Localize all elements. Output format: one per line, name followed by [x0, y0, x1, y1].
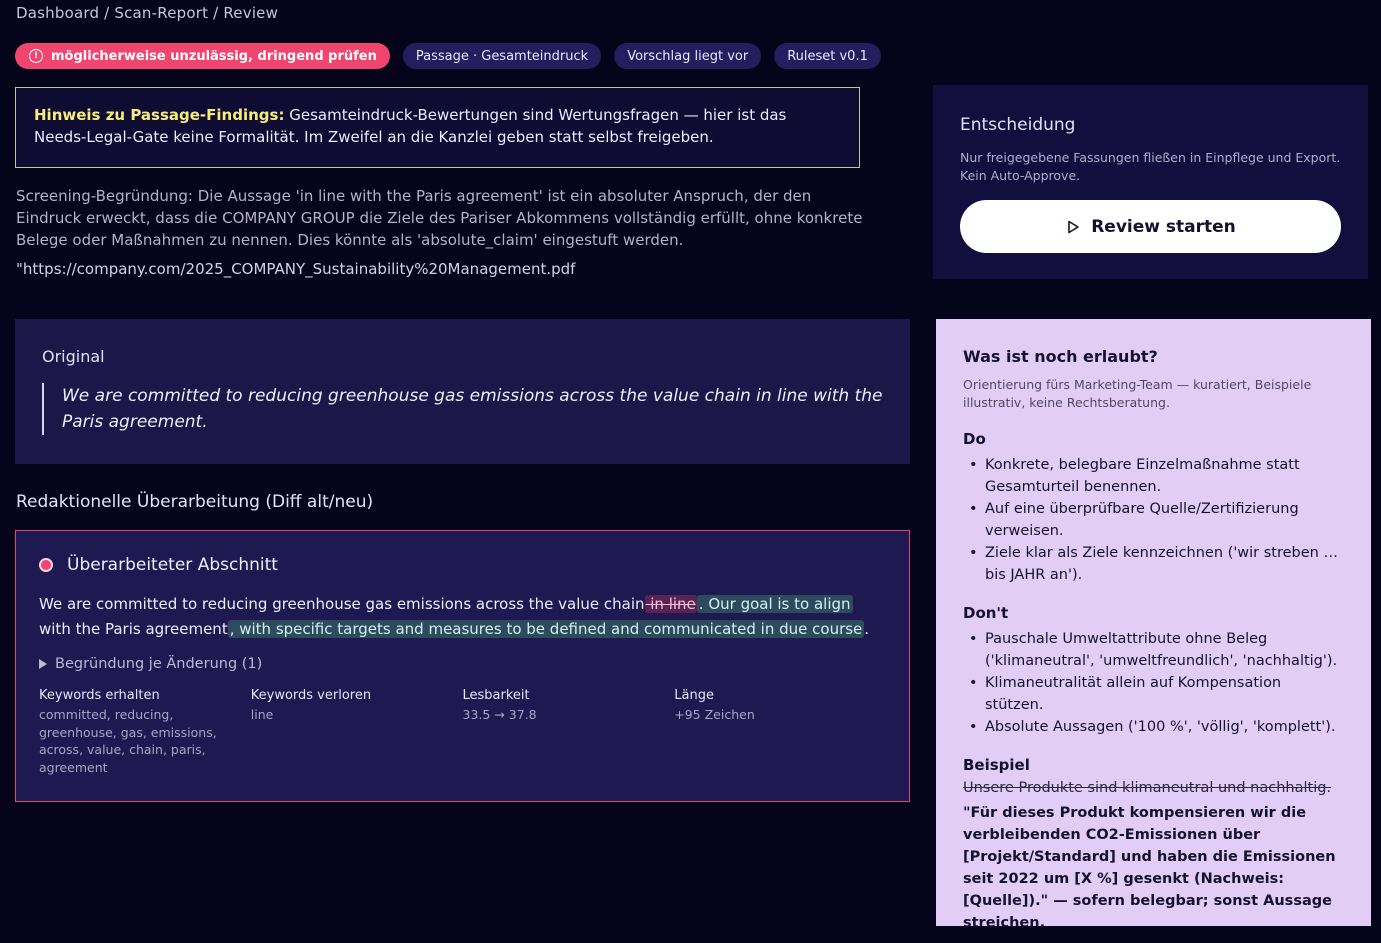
- alert-circle-icon: !: [29, 49, 43, 63]
- diff-deletion: in line: [645, 595, 696, 613]
- breadcrumb[interactable]: Dashboard / Scan-Report / Review: [16, 4, 279, 22]
- stat-readability: [463, 688, 675, 776]
- diff-insertion: . Our goal is to align: [698, 595, 851, 613]
- list-item: • Konkrete, belegbare Einzelmaßnahme statt Gesamturteil benennen.: [963, 454, 1344, 498]
- diff-stats: [39, 688, 886, 776]
- diff-unchanged: We are committed to reducing greenhouse gas emissions across the value chain: [39, 595, 645, 613]
- risk-badge: [15, 43, 390, 69]
- original-title: Original: [42, 347, 105, 366]
- diff-text: [39, 592, 886, 642]
- start-review-label: Review starten: [1091, 216, 1236, 237]
- decision-title: Entscheidung: [960, 115, 1076, 135]
- caret-right-icon: [39, 659, 47, 669]
- example-title: Beispiel: [963, 756, 1030, 774]
- hint-text: Gesamteindruck-Bewertungen sind Wertungsfragen — hier ist das Needs-Legal-Gate keine Formalität. Im Zweifel an die Kanzlei geben statt selbst freigeben.: [34, 106, 787, 146]
- stat-value: line: [250, 707, 274, 722]
- proposal-badge: Vorschlag liegt vor: [614, 43, 761, 69]
- change-reasons-toggle[interactable]: [39, 656, 886, 672]
- diff-unchanged: .: [864, 620, 870, 638]
- list-item: • Absolute Aussagen ('100 %', 'völlig', 'komplett').: [963, 716, 1344, 738]
- decision-text: Nur freigegebene Fassungen fließen in Einpflege und Export. Kein Auto-Approve.: [960, 150, 1341, 183]
- guidance-title: Was ist noch erlaubt?: [963, 347, 1158, 366]
- revised-card: [15, 530, 910, 802]
- original-quote: We are committed to reducing greenhouse gas emissions across the value chain in line with the Paris agreement.: [42, 383, 883, 435]
- stat-label: Lesbarkeit: [462, 688, 530, 703]
- revised-header: [39, 555, 886, 575]
- original-card: [15, 319, 910, 464]
- hint-title: Hinweis zu Passage-Findings:: [34, 106, 285, 124]
- do-title: Do: [963, 430, 986, 448]
- passage-hint: [15, 87, 860, 168]
- revised-title: Überarbeiteter Abschnitt: [67, 555, 278, 575]
- example-bad: Unsere Produkte sind klimaneutral und nachhaltig.: [963, 780, 1332, 796]
- status-dot-icon: [39, 558, 53, 572]
- risk-badge-label: möglicherweise unzulässig, dringend prüfen: [51, 48, 377, 64]
- dont-title: Don't: [963, 604, 1009, 622]
- change-reasons-label: Begründung je Änderung (1): [55, 656, 263, 672]
- stat-label: Keywords erhalten: [39, 688, 160, 703]
- guidance-card: [936, 319, 1371, 931]
- stat-label: Keywords verloren: [250, 688, 372, 703]
- list-item: • Ziele klar als Ziele kennzeichnen ('wir streben … bis JAHR an').: [963, 542, 1344, 586]
- list-item: • Auf eine überprüfbare Quelle/Zertifizierung verweisen.: [963, 498, 1344, 542]
- stat-keywords-kept: [39, 688, 251, 776]
- list-item: • Klimaneutralität allein auf Kompensation stützen.: [963, 672, 1344, 716]
- stat-value: +95 Zeichen: [674, 707, 755, 722]
- dont-list: [963, 628, 1344, 738]
- decision-card: [933, 85, 1368, 279]
- diff-section-title: Redaktionelle Überarbeitung (Diff alt/neu): [16, 492, 374, 512]
- start-review-button[interactable]: [960, 200, 1341, 253]
- stat-value: committed, reducing, greenhouse, gas, emissions, across, value, chain, paris, agreement: [39, 707, 217, 775]
- ruleset-badge: Ruleset v0.1: [774, 43, 881, 69]
- passage-badge: Passage · Gesamteindruck: [403, 43, 601, 69]
- stat-value: 33.5 → 37.8: [462, 707, 537, 722]
- play-icon: [1065, 219, 1081, 235]
- screening-reason: Screening-Begründung: Die Aussage 'in line with the Paris agreement' ist ein absoluter Anspruch, der den Eindruck erweckt, dass die COMPANY GROUP die Ziele des Pariser Abkommens vollständig erfüllt, ohne konkrete Belege oder Maßnahmen zu nennen. Dies könnte als 'absolute_claim' eingestuft werden.: [16, 187, 863, 249]
- stat-label: Länge: [674, 688, 714, 703]
- example-good: "Für dieses Produkt kompensieren wir die verbleibenden CO2-Emissionen über [Projekt/Standard] und haben die Emissionen seit 2022 um [X %] gesenkt (Nachweis: [Quelle])." — sofern belegbar; sonst Aussage streichen.: [963, 805, 1336, 931]
- guidance-subtitle: Orientierung fürs Marketing-Team — kuratiert, Beispiele illustrativ, keine Rechtsberatung.: [963, 377, 1312, 410]
- source-url: "https://company.com/2025_COMPANY_Sustainability%20Management.pdf: [16, 260, 576, 278]
- status-pills: [15, 43, 881, 69]
- stat-keywords-lost: [251, 688, 463, 776]
- diff-unchanged: with the Paris agreement: [39, 620, 228, 638]
- do-list: [963, 454, 1344, 586]
- list-item: • Pauschale Umweltattribute ohne Beleg ('klimaneutral', 'umweltfreundlich', 'nachhaltig').: [963, 628, 1344, 672]
- diff-insertion: , with specific targets and measures to be defined and communicated in due course: [229, 620, 863, 638]
- stat-length: [674, 688, 886, 776]
